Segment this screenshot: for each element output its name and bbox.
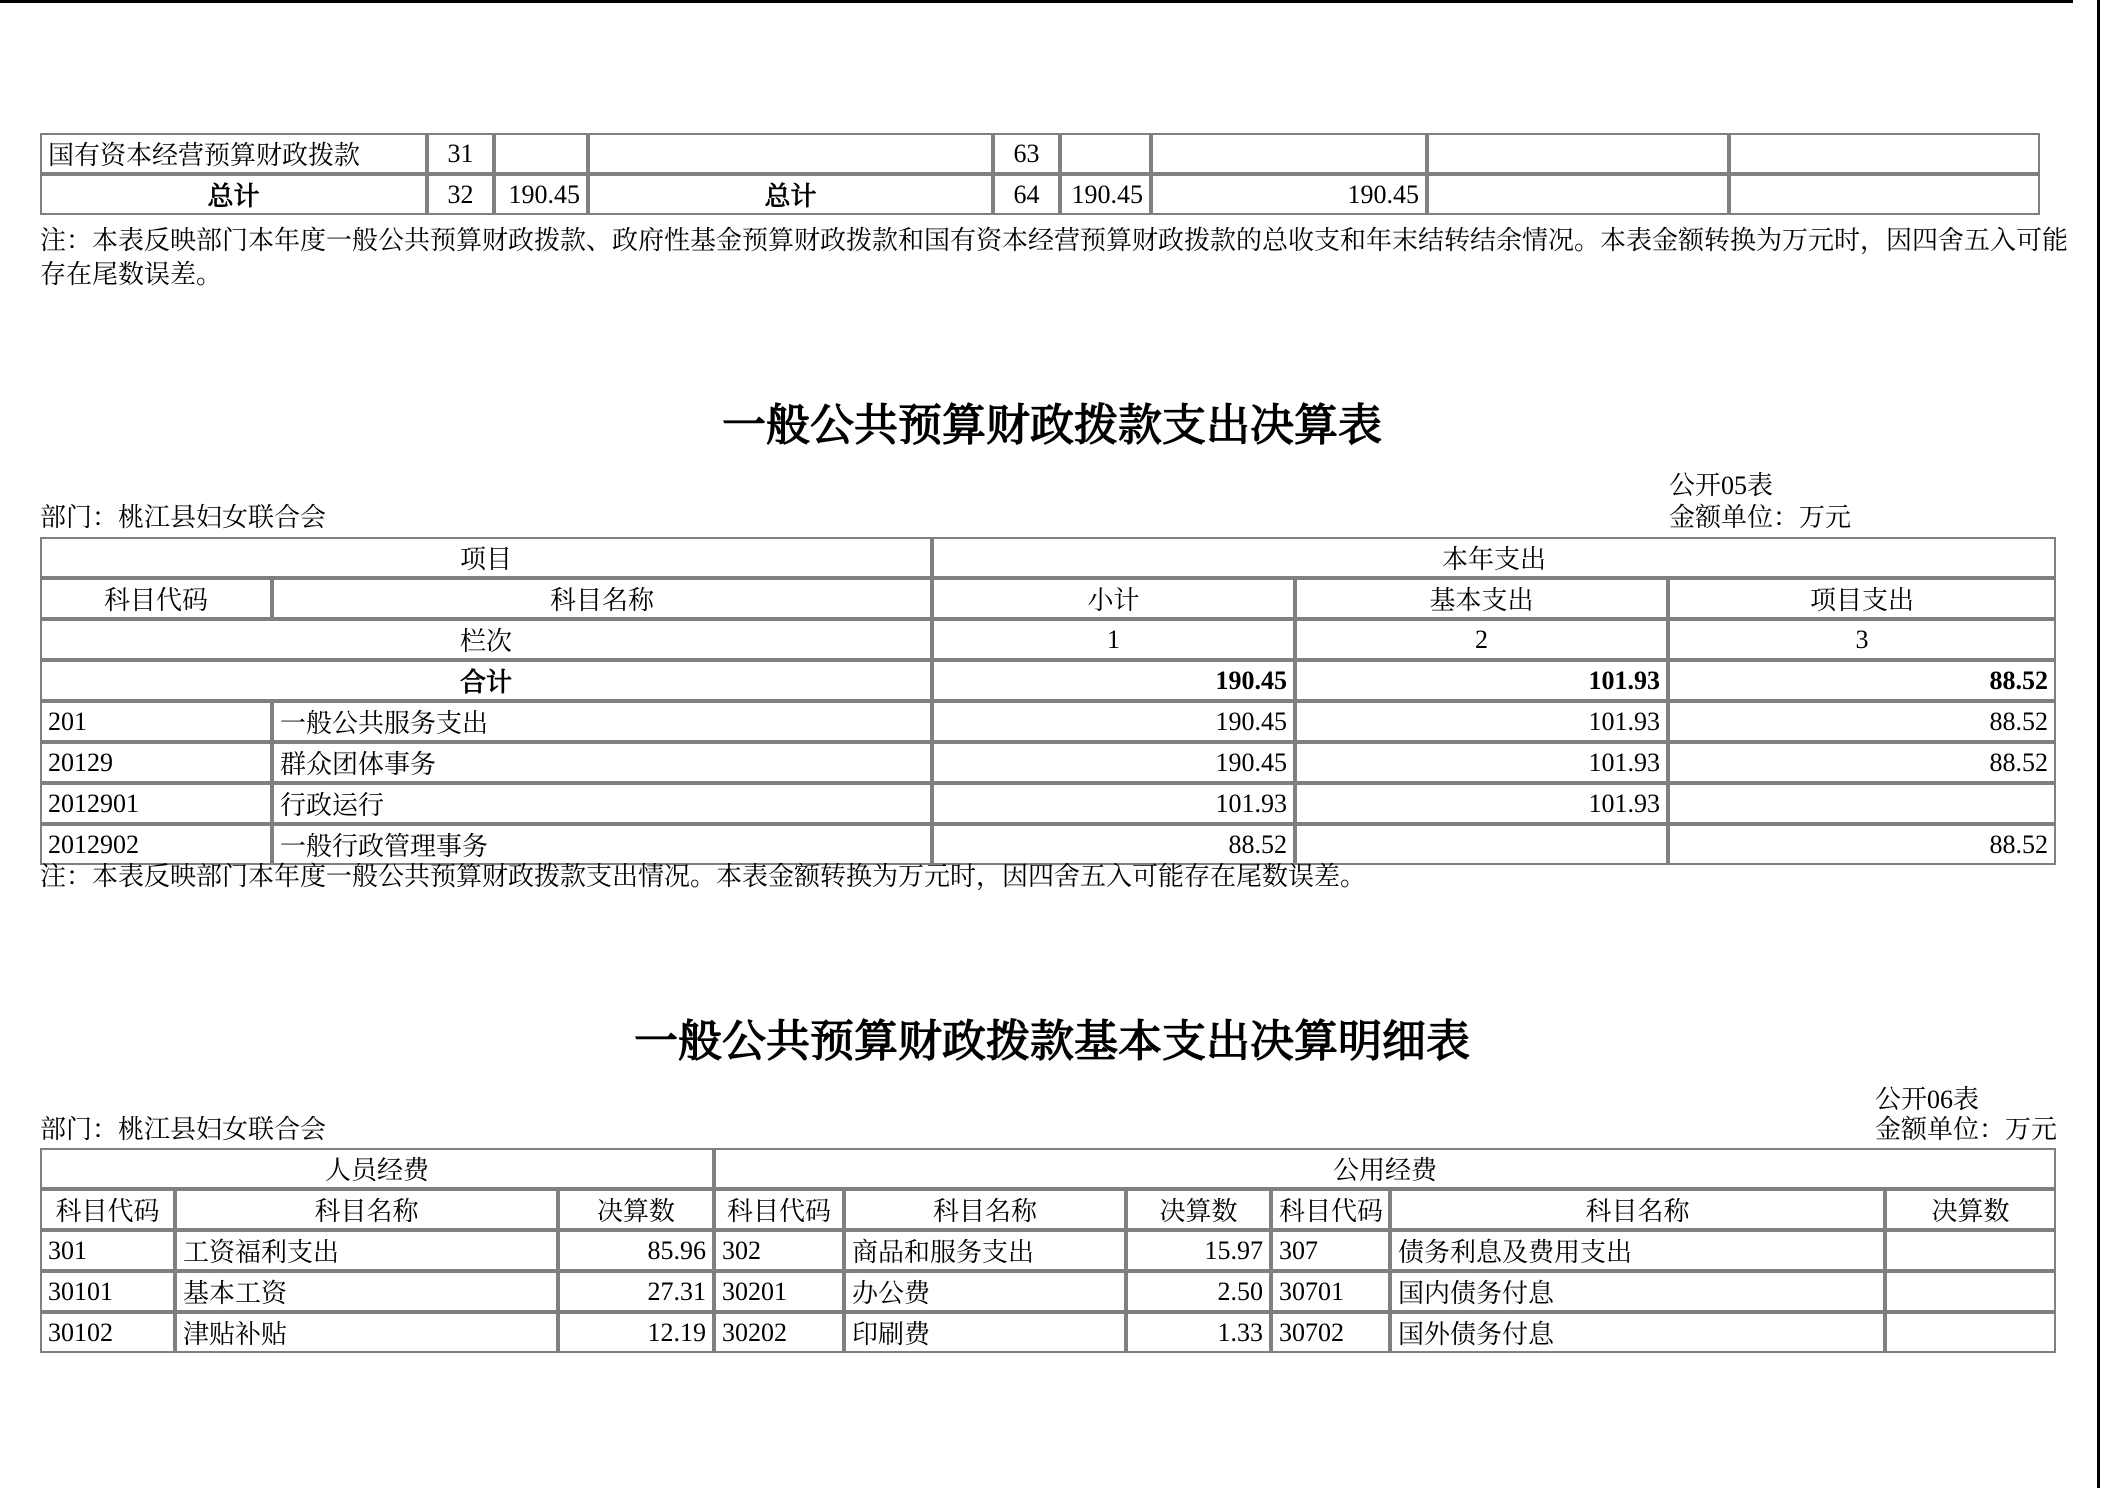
cell-item-name — [588, 133, 993, 174]
section-title-basic-detail: 一般公共预算财政拨款基本支出决算明细表 — [634, 1017, 1470, 1066]
header-project-expenditure: 项目支出 — [1668, 578, 2056, 619]
cell-amount: 190.45 — [1060, 174, 1151, 215]
cell-name: 国内债务付息 — [1390, 1271, 1885, 1312]
header-project-group: 项目 — [40, 537, 932, 578]
cell-code: 301 — [40, 1230, 175, 1271]
cell-name: 行政运行 — [272, 783, 932, 824]
cell-amount — [1151, 133, 1427, 174]
cell-code: 30102 — [40, 1312, 175, 1353]
table-header-row — [40, 537, 2056, 578]
cell-amount — [1885, 1271, 2056, 1312]
table-row — [40, 701, 2056, 742]
cell-amount: 1.33 — [1126, 1312, 1271, 1353]
table-total-row — [40, 660, 2056, 701]
cell-amount: 101.93 — [1295, 742, 1668, 783]
header-subtotal: 小计 — [932, 578, 1295, 619]
cell-amount: 27.31 — [558, 1271, 714, 1312]
table-row — [40, 133, 2040, 174]
table-note: 注：本表反映部门本年度一般公共预算财政拨款、政府性基金预算财政拨款和国有资本经营预算财政拨款的总收支和年末结转结余情况。本表金额转换为万元时，因四舍五入可能存在尾数误差。 — [40, 226, 2069, 289]
cell-amount: 101.93 — [1295, 701, 1668, 742]
page-top-border — [0, 0, 2073, 3]
header-final-amount: 决算数 — [1885, 1189, 2056, 1230]
cell-lanci-label: 栏次 — [40, 619, 932, 660]
cell-code: 30701 — [1271, 1271, 1390, 1312]
unit-label: 金额单位：万元 — [1669, 503, 1852, 532]
header-subject-name: 科目名称 — [844, 1189, 1126, 1230]
table-code-label: 公开06表 — [1875, 1085, 1980, 1114]
cell-name: 债务利息及费用支出 — [1390, 1230, 1885, 1271]
header-subject-code: 科目代码 — [40, 578, 272, 619]
cell-amount: 88.52 — [932, 824, 1295, 865]
department-label: 部门：桃江县妇女联合会 — [40, 1115, 327, 1144]
cell-amount — [1729, 133, 2040, 174]
cell-amount — [1885, 1312, 2056, 1353]
header-final-amount: 决算数 — [558, 1189, 714, 1230]
cell-line-no: 31 — [427, 133, 494, 174]
cell-total-label: 总计 — [588, 174, 993, 215]
cell-column-index: 1 — [932, 619, 1295, 660]
cell-total-label: 总计 — [40, 174, 427, 215]
cell-name: 工资福利支出 — [175, 1230, 558, 1271]
cell-name: 印刷费 — [844, 1312, 1126, 1353]
cell-name: 国外债务付息 — [1390, 1312, 1885, 1353]
cell-amount: 15.97 — [1126, 1230, 1271, 1271]
cell-amount: 101.93 — [932, 783, 1295, 824]
cell-name: 办公费 — [844, 1271, 1126, 1312]
table-header-row — [40, 1189, 2056, 1230]
cell-name: 基本工资 — [175, 1271, 558, 1312]
carryover-summary-table — [40, 133, 2040, 215]
table-row — [40, 742, 2056, 783]
expenditure-table — [40, 537, 2056, 865]
table-row — [40, 1312, 2056, 1353]
cell-column-index: 3 — [1668, 619, 2056, 660]
cell-total-label: 合计 — [40, 660, 932, 701]
cell-item-name: 国有资本经营预算财政拨款 — [40, 133, 427, 174]
section-title-expenditure: 一般公共预算财政拨款支出决算表 — [722, 401, 1382, 450]
table-header-row — [40, 578, 2056, 619]
cell-amount: 190.45 — [932, 742, 1295, 783]
header-subject-name: 科目名称 — [1390, 1189, 1885, 1230]
table-code-label: 公开05表 — [1669, 471, 1774, 500]
table-row-total — [40, 174, 2040, 215]
cell-amount: 88.52 — [1668, 824, 2056, 865]
header-subject-code: 科目代码 — [714, 1189, 844, 1230]
header-subject-code: 科目代码 — [1271, 1189, 1390, 1230]
cell-amount: 88.52 — [1668, 742, 2056, 783]
table-header-row — [40, 1148, 2056, 1189]
table-row — [40, 1271, 2056, 1312]
table-row — [40, 783, 2056, 824]
header-basic-expenditure: 基本支出 — [1295, 578, 1668, 619]
cell-name: 一般公共服务支出 — [272, 701, 932, 742]
header-final-amount: 决算数 — [1126, 1189, 1271, 1230]
cell-amount: 101.93 — [1295, 783, 1668, 824]
cell-amount: 88.52 — [1668, 701, 2056, 742]
cell-amount: 190.45 — [932, 660, 1295, 701]
header-subject-code: 科目代码 — [40, 1189, 175, 1230]
cell-amount — [1427, 174, 1729, 215]
cell-amount — [1060, 133, 1151, 174]
cell-amount: 190.45 — [494, 174, 588, 215]
unit-label: 金额单位：万元 — [1875, 1115, 2058, 1144]
cell-code: 307 — [1271, 1230, 1390, 1271]
cell-code: 302 — [714, 1230, 844, 1271]
cell-code: 20129 — [40, 742, 272, 783]
cell-name: 津贴补贴 — [175, 1312, 558, 1353]
cell-code: 2012901 — [40, 783, 272, 824]
cell-code: 30702 — [1271, 1312, 1390, 1353]
cell-amount: 190.45 — [932, 701, 1295, 742]
cell-amount: 2.50 — [1126, 1271, 1271, 1312]
header-subject-name: 科目名称 — [272, 578, 932, 619]
cell-amount: 85.96 — [558, 1230, 714, 1271]
basic-expenditure-detail-table — [40, 1148, 2056, 1353]
cell-amount: 101.93 — [1295, 660, 1668, 701]
cell-amount: 190.45 — [1151, 174, 1427, 215]
cell-name: 群众团体事务 — [272, 742, 932, 783]
header-personnel-group: 人员经费 — [40, 1148, 714, 1189]
cell-amount: 12.19 — [558, 1312, 714, 1353]
cell-amount — [1885, 1230, 2056, 1271]
cell-column-index: 2 — [1295, 619, 1668, 660]
cell-code: 2012902 — [40, 824, 272, 865]
cell-line-no: 63 — [993, 133, 1060, 174]
department-label: 部门：桃江县妇女联合会 — [40, 503, 327, 532]
cell-name: 一般行政管理事务 — [272, 824, 932, 865]
table-note: 注：本表反映部门本年度一般公共预算财政拨款支出情况。本表金额转换为万元时，因四舍五入可能存在尾数误差。 — [40, 862, 1367, 891]
page-right-border — [2097, 0, 2100, 1488]
cell-name: 商品和服务支出 — [844, 1230, 1126, 1271]
table-row — [40, 1230, 2056, 1271]
header-public-group: 公用经费 — [714, 1148, 2056, 1189]
cell-amount — [494, 133, 588, 174]
cell-amount — [1427, 133, 1729, 174]
table-column-index-row — [40, 619, 2056, 660]
cell-code: 30201 — [714, 1271, 844, 1312]
cell-amount — [1729, 174, 2040, 215]
cell-amount — [1295, 824, 1668, 865]
table-row — [40, 824, 2056, 865]
cell-code: 30202 — [714, 1312, 844, 1353]
cell-code: 201 — [40, 701, 272, 742]
cell-amount — [1668, 783, 2056, 824]
cell-amount: 88.52 — [1668, 660, 2056, 701]
cell-line-no: 64 — [993, 174, 1060, 215]
header-subject-name: 科目名称 — [175, 1189, 558, 1230]
cell-line-no: 32 — [427, 174, 494, 215]
header-current-year-group: 本年支出 — [932, 537, 2056, 578]
cell-code: 30101 — [40, 1271, 175, 1312]
